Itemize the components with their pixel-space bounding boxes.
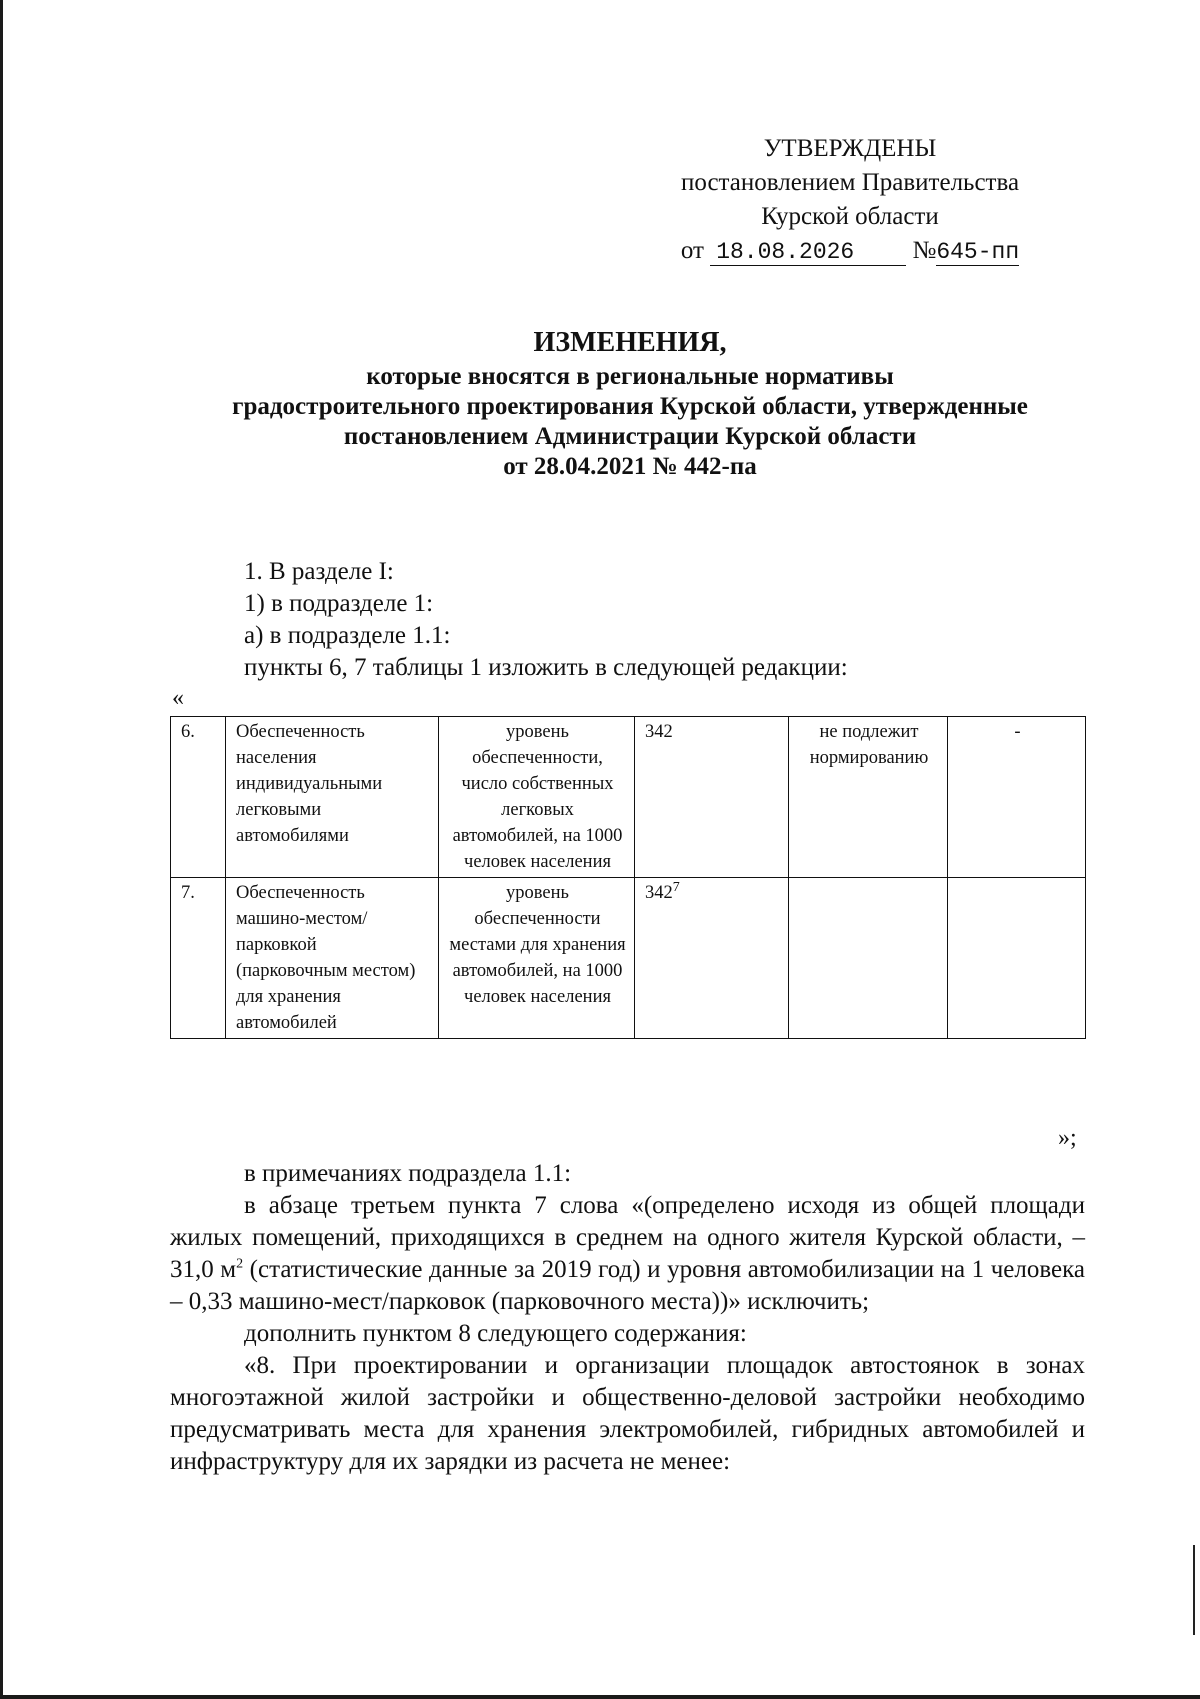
footnote-marker: 7 — [672, 879, 680, 895]
paragraph-notes: в примечаниях подраздела 1.1: — [244, 1160, 572, 1187]
document-title — [170, 328, 1090, 482]
date-value: 18.08.2026 — [710, 239, 906, 266]
approval-region: Курской области — [761, 203, 939, 230]
indicator-value: 342 — [645, 883, 673, 903]
table-row — [171, 878, 1086, 1039]
indicator-max: не подлежит нормированию — [789, 717, 948, 878]
paragraph-point-8: «8. При проектировании и организации площадок автостоянок в зонах многоэтажной жилой застройки и общественно-деловой застройки необходимо предусматривать места для хранения электромобилей, гибридных автомобилей и инфраструктуру для их зарядки из расчета не менее: — [170, 1352, 1085, 1475]
number-prefix: № — [912, 237, 937, 264]
title-line-1: которые вносятся в региональные нормативы — [366, 363, 894, 390]
title-line-3: постановлением Администрации Курской области — [343, 423, 917, 450]
indicator-unit: уровень обеспеченности местами для хранения автомобилей, на 1000 человек населения — [439, 878, 635, 1039]
intro-lines — [244, 556, 1144, 684]
title-line-4: от 28.04.2021 № 442-па — [503, 453, 757, 480]
square-meter-sup: 2 — [236, 1256, 244, 1272]
body-text — [170, 1158, 1085, 1478]
row-number: 7. — [171, 878, 226, 1039]
scan-border-left — [0, 0, 3, 1699]
indicator-value-cell — [635, 878, 789, 1039]
approval-authority: постановлением Правительства — [680, 169, 1020, 196]
paragraph-exclusion — [170, 1190, 1085, 1318]
number-value: 645-пп — [936, 239, 1020, 265]
indicator-max — [789, 878, 948, 1039]
row-number: 6. — [171, 717, 226, 878]
intro-line-2: 1) в подразделе 1: — [244, 590, 434, 617]
intro-line-1: 1. В разделе I: — [244, 558, 394, 585]
table-row — [171, 717, 1086, 878]
quote-close: »; — [1058, 1125, 1077, 1151]
title-line-2: градостроительного проектирования Курской области, утвержденные — [232, 393, 1028, 420]
paragraph-addition: дополнить пунктом 8 следующего содержания: — [244, 1320, 747, 1347]
indicator-name: Обеспеченность машино-местом/парковкой (парковочным местом) для хранения автомобилей — [226, 878, 439, 1039]
norms-table — [170, 716, 1086, 1039]
date-prefix: от — [680, 237, 704, 264]
scan-mark-right — [1193, 1545, 1195, 1635]
approval-heading: УТВЕРЖДЕНЫ — [763, 135, 937, 162]
title-heading: ИЗМЕНЕНИЯ, — [533, 327, 727, 358]
indicator-name: Обеспеченность населения индивидуальными легковыми автомобилями — [226, 717, 439, 878]
approval-date-number — [640, 234, 1060, 268]
approval-block — [640, 132, 1060, 268]
indicator-value: 342 — [635, 717, 789, 878]
intro-line-4: пункты 6, 7 таблицы 1 изложить в следующей редакции: — [244, 654, 848, 681]
indicator-extra: - — [948, 717, 1086, 878]
paragraph-exclusion-part-1: в абзаце третьем пункта 7 слова «(определено исходя из общей площади жилых помещений, приходящихся в среднем на одного жителя Курской области, – 31,0 м — [170, 1192, 1085, 1283]
intro-line-3: а) в подразделе 1.1: — [244, 622, 451, 649]
scan-border-bottom — [0, 1695, 1200, 1699]
paragraph-exclusion-part-2: (статистические данные за 2019 год) и уровня автомобилизации на 1 человека – 0,33 машино-мест/парковок (парковочного места))» исключить; — [170, 1256, 1085, 1315]
indicator-unit: уровень обеспеченности, число собственных легковых автомобилей, на 1000 человек населения — [439, 717, 635, 878]
quote-open: « — [172, 685, 184, 711]
indicator-extra — [948, 878, 1086, 1039]
